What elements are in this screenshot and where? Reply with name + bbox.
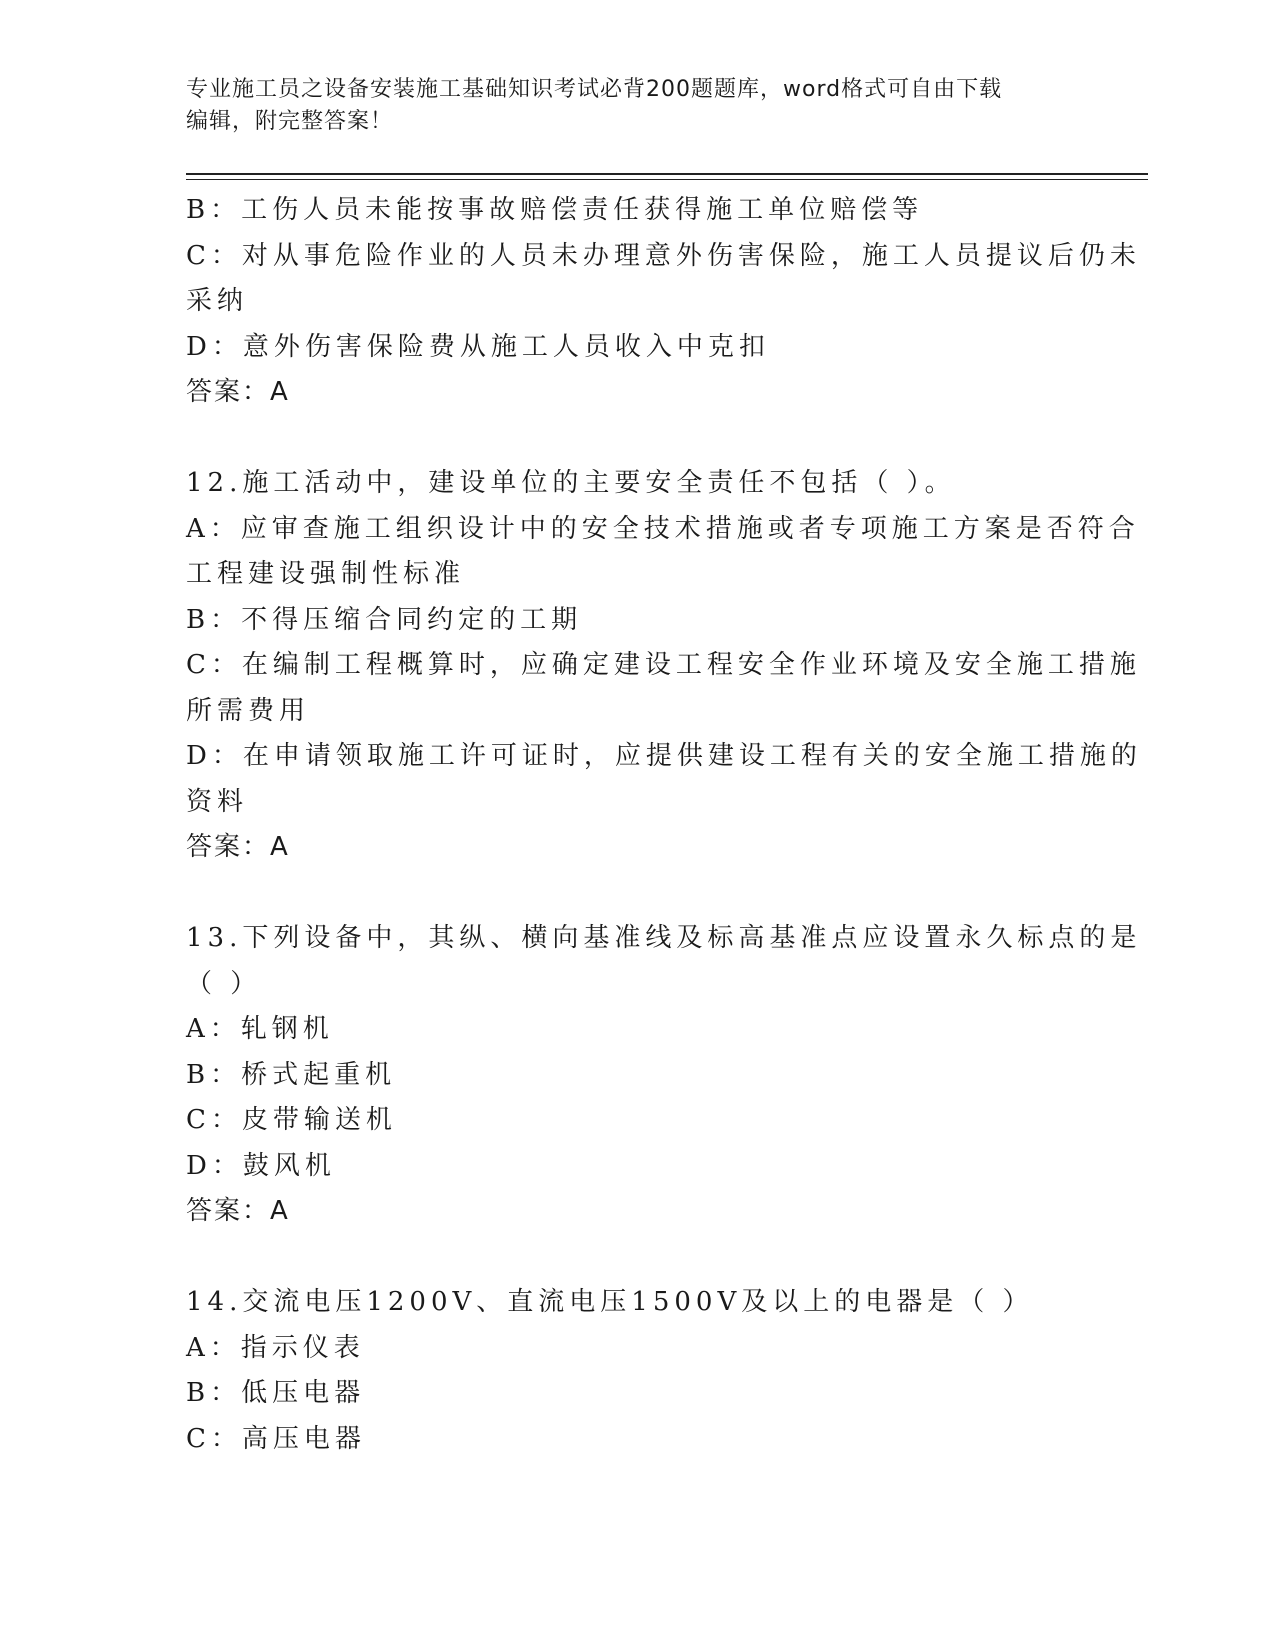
spacer xyxy=(186,871,1086,917)
question-14 xyxy=(186,1280,1086,1462)
option-a: A：指示仪表 xyxy=(186,1332,365,1363)
option-c: C：在编制工程概算时，应确定建设工程安全作业环境及安全施工措施 xyxy=(186,650,1141,680)
question-text: 12.施工活动中，建设单位的主要安全责任不包括（ ）。 xyxy=(186,468,956,498)
answer: 答案：A xyxy=(186,1196,290,1226)
spacer xyxy=(186,416,1086,462)
question-list xyxy=(186,188,1142,1462)
option-b: B：不得压缩合同约定的工期 xyxy=(186,604,583,635)
option-c-continued: 所需费用 xyxy=(186,695,311,726)
question-text: 13.下列设备中，其纵、横向基准线及标高基准点应设置永久标点的是 xyxy=(186,923,1142,953)
option-c-continued: 采纳 xyxy=(186,286,249,316)
spacer xyxy=(186,1235,1086,1281)
document-header xyxy=(186,74,1086,138)
option-c: C：对从事危险作业的人员未办理意外伤害保险，施工人员提议后仍未 xyxy=(186,240,1141,271)
question-13 xyxy=(186,916,1142,1235)
option-d-continued: 资料 xyxy=(186,786,249,817)
answer: 答案：A xyxy=(186,377,290,407)
answer: 答案：A xyxy=(186,832,290,862)
question-12 xyxy=(186,461,1142,871)
header-divider-thin xyxy=(186,179,1148,180)
option-a-continued: 工程建设强制性标准 xyxy=(186,559,466,589)
question-text: 14.交流电压1200V、直流电压1500V及以上的电器是（ ） xyxy=(186,1287,1034,1317)
option-a: A：轧钢机 xyxy=(186,1014,334,1044)
option-c: C：高压电器 xyxy=(186,1423,366,1454)
question-11 xyxy=(186,188,1141,416)
header-line-2: 编辑，附完整答案！ xyxy=(186,109,394,134)
option-d: D：鼓风机 xyxy=(186,1150,336,1181)
option-b: B：低压电器 xyxy=(186,1378,366,1408)
header-line-1: 专业施工员之设备安装施工基础知识考试必背200题题库，word格式可自由下载 xyxy=(186,77,1003,102)
question-text-continued: （ ） xyxy=(186,968,262,999)
option-c: C：皮带输送机 xyxy=(186,1105,397,1135)
option-d: D：在申请领取施工许可证时，应提供建设工程有关的安全施工措施的 xyxy=(186,741,1142,771)
option-b: B：桥式起重机 xyxy=(186,1059,397,1090)
option-b: B：工伤人员未能按事故赔偿责任获得施工单位赔偿等 xyxy=(186,195,924,225)
header-divider-thick xyxy=(186,173,1148,175)
option-d: D：意外伤害保险费从施工人员收入中克扣 xyxy=(186,331,770,362)
option-a: A：应审查施工组织设计中的安全技术措施或者专项施工方案是否符合 xyxy=(186,513,1140,544)
